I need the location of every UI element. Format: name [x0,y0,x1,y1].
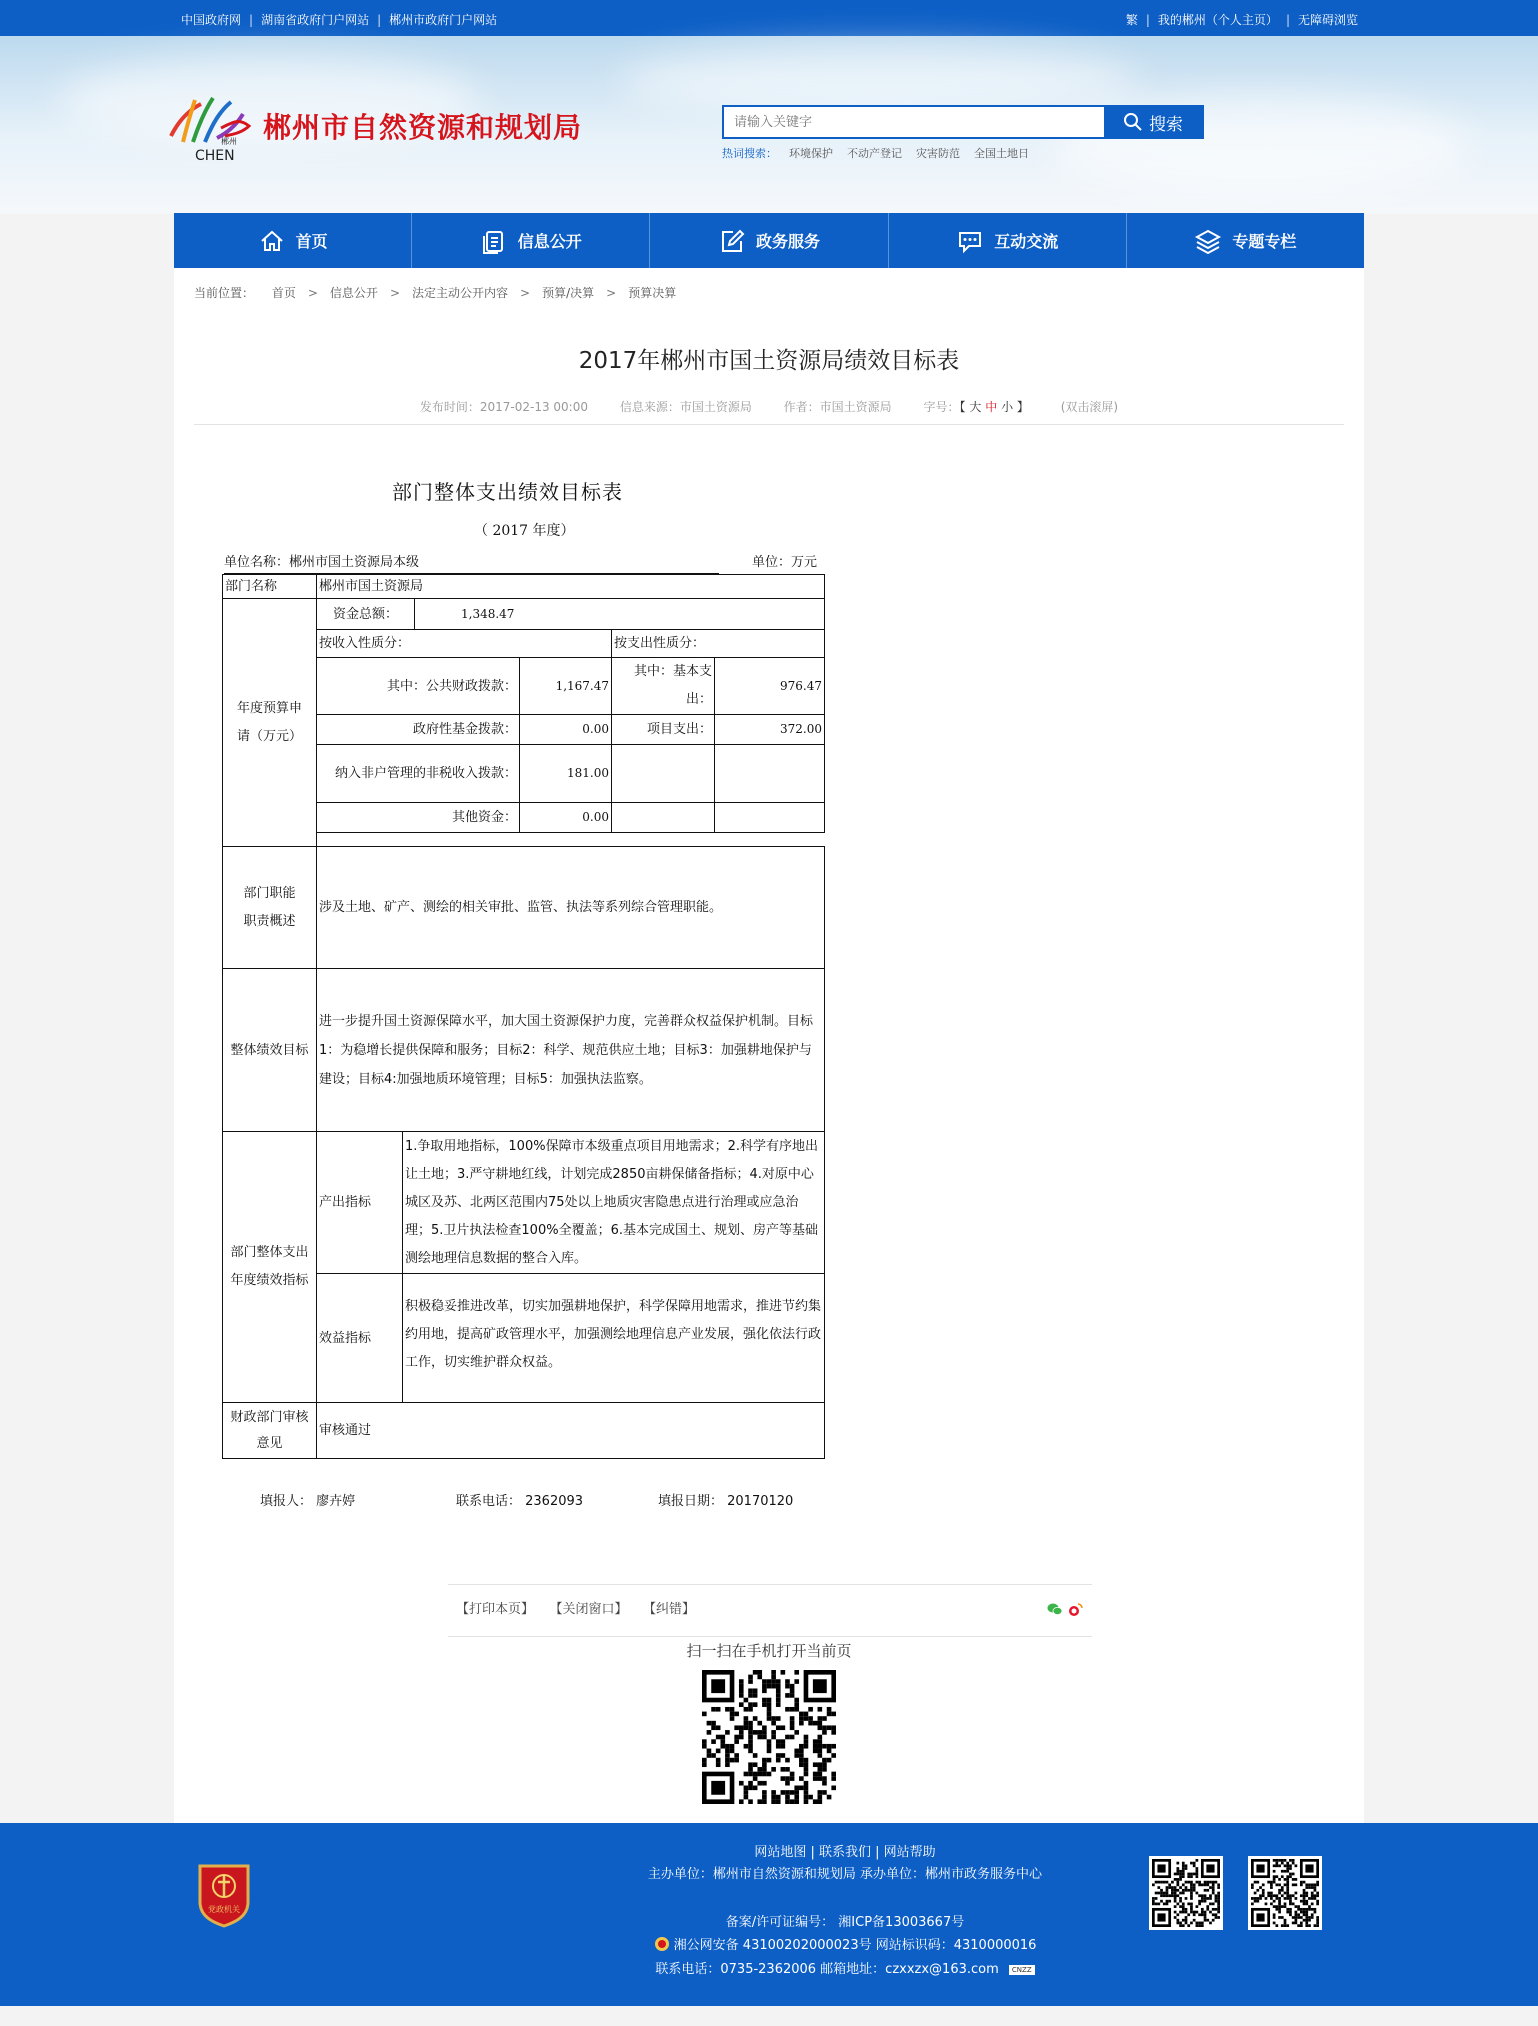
public-label: 其中：公共财政拨款： [386,678,517,694]
duty-value: 涉及土地、矿产、测绘的相关审批、监管、执法等系列综合管理职能。 [319,900,723,915]
other-label: 其他资金： [451,810,517,825]
article-meta [174,398,1364,415]
actions-divider [448,1584,1092,1585]
hot-keyword[interactable]: 环境保护 [789,147,833,160]
police-badge-icon [654,1936,670,1952]
dept-label-cell [222,574,317,599]
footer-police-text: 湘公网安备 43100202000023号 网站标识码：4310000016 [673,1938,1037,1953]
footer-links[interactable]: 网站地图 | 联系我们 | 网站帮助 [754,1845,936,1860]
total-label: 资金总额： [332,606,398,622]
accessible-link[interactable]: 无障碍浏览 [1297,13,1358,27]
budget-label-cell [222,598,317,847]
total-value: 1,348.47 [461,606,515,621]
project-label-cell [611,714,715,745]
search-button-label: 搜索 [1149,114,1183,135]
top-sep: | [249,13,254,27]
project-value-cell [714,714,825,745]
project-value: 372.00 [780,722,822,736]
breadcrumb-sep: > [606,286,617,300]
layers-icon [1194,227,1222,255]
badge-text: 党政机关 [208,1905,240,1914]
top-bar [0,0,1538,36]
breadcrumb-item[interactable]: 信息公开 [329,286,378,300]
expense-label-cell [611,629,825,658]
gov-fund-value-cell [519,714,612,745]
output-label-cell [316,1131,403,1274]
top-link-gov[interactable]: 中国政府网 [181,13,242,27]
empty-cell [714,744,825,803]
top-sep: | [1285,13,1290,27]
unit-label: 单位：万元 [752,555,818,570]
other-value-cell [519,802,612,833]
basic-value-cell [714,657,825,715]
review-label-cell [222,1402,317,1459]
public-label-cell [316,657,520,715]
benefit-value-cell [402,1273,825,1403]
search-icon [1123,112,1143,132]
goal-label-cell [222,968,317,1132]
publish-time: 发布时间：2017-02-13 00:00 [419,400,588,414]
font-bracket: 】 [1016,400,1029,414]
breadcrumb-sep: > [520,286,531,300]
nav-home[interactable] [174,213,412,268]
review-value: 审核通过 [319,1423,372,1438]
article-actions [456,1598,717,1617]
nav-label: 政务服务 [756,232,821,251]
footer-qr-code-1 [1149,1856,1223,1930]
nav-interaction[interactable] [889,213,1127,268]
fill-date: 填报日期： 20170120 [658,1494,794,1509]
logo-text: CHEN [195,148,235,164]
income-label: 按收入性质分： [319,636,411,651]
basic-value: 976.47 [780,678,822,693]
benefit-label: 效益指标 [319,1330,372,1346]
font-size-medium[interactable]: 中 [985,400,998,414]
actions-divider [448,1636,1092,1637]
total-value-cell [414,598,825,630]
footer-contact-text: 联系电话：0735-2362006 邮箱地址：czxxzx@163.com [655,1962,999,1977]
traditional-chinese-link[interactable]: 繁 [1125,13,1138,27]
basic-label: 其中：基本支出： [633,664,712,707]
top-sep: | [1145,13,1150,27]
duty-label: 部门职能职责概述 [243,885,296,929]
income-label-cell [316,629,612,658]
hot-keywords [722,145,1043,161]
wechat-icon[interactable] [1047,1601,1063,1617]
nav-info[interactable] [412,213,650,268]
author: 作者：市国土资源局 [783,400,892,414]
sign-row [260,1490,799,1509]
other-value: 0.00 [582,810,609,824]
output-value-cell [402,1131,825,1274]
article-title: 2017年郴州市国土资源局绩效目标表 [578,348,960,374]
footer-icp[interactable]: 备案/许可证编号： 湘ICP备13003667号 [725,1915,965,1930]
duty-value-cell [316,846,825,969]
nav-services[interactable] [650,213,888,268]
hot-keyword[interactable]: 灾害防范 [916,147,960,160]
benefit-value: 积极稳妥推进改革，切实加强耕地保护，科学保障用地需求，推进节约集约用地，提高矿政管理水平，加强测绘地理信息产业发展，强化依法行政工作，切实维护群众权益。 [405,1299,822,1370]
info-source: 信息来源：市国土资源局 [619,400,752,414]
nontax-value-cell [519,744,612,803]
duty-label-cell [222,846,317,969]
search-input[interactable] [724,107,1134,137]
project-label: 项目支出： [646,722,712,737]
font-size-label: 字号： [923,400,960,414]
hot-label: 热词搜索： [722,147,777,160]
party-gov-badge[interactable] [196,1862,252,1928]
nontax-label-cell [316,744,520,803]
hot-keyword[interactable]: 不动产登记 [847,147,902,160]
goal-value-cell [316,968,825,1132]
document-icon [480,227,508,255]
weibo-icon[interactable] [1067,1601,1083,1617]
expense-label: 按支出性质分： [614,636,706,651]
breadcrumb-item[interactable]: 法定主动公开内容 [412,286,509,300]
meta-divider [194,424,1344,425]
logo-cn: 郴州 [221,137,237,146]
cnzz-text: CNZZ [1011,1965,1032,1974]
nontax-label: 纳入非户管理的非税收入拨款： [334,765,517,781]
site-title[interactable]: 郴州市自然资源和规划局 [263,111,583,144]
indicator-label-cell [222,1131,317,1403]
my-chenzhou-link[interactable]: 我的郴州（个人主页） [1157,13,1278,27]
close-window-button[interactable]: 【关闭窗口】 [556,1602,628,1617]
empty-cell [714,802,825,833]
goal-label: 整体绩效目标 [230,1042,309,1058]
public-value-cell [519,657,612,715]
hot-keyword[interactable]: 全国土地日 [974,147,1029,160]
indicator-label: 部门整体支出年度绩效指标 [230,1245,309,1288]
review-value-cell [316,1402,825,1459]
edit-icon [718,227,746,255]
output-value: 1.争取用地指标，100%保障市本级重点项目用地需求；2.科学有序地出让土地；3.严守耕地红线，计划完成2850亩耕保储备指标；4.对原中心城区及苏、北两区范围内75处以上地质灾害隐患点进行治理或应急治理；5.卫片执法检查100%全覆盖；6.基本完成国土、规划、房产等基础测绘地理信息数据的整合入库。 [405,1138,818,1266]
breadcrumb-sep: > [389,286,400,300]
gov-fund-label-cell [316,714,520,745]
font-size-small[interactable]: 小 [1001,400,1014,414]
top-links [181,11,497,28]
dept-value: 郴州市国土资源局 [319,579,424,594]
doc-year: （ 2017 年度） [474,523,575,539]
empty-cell [611,802,715,833]
correct-button[interactable]: 【纠错】 [649,1602,696,1617]
review-label: 财政部门审核意见 [230,1409,309,1451]
qr-code-icon [1152,1859,1220,1927]
nav-label: 首页 [295,232,328,251]
font-size-big[interactable]: 大 [969,400,982,414]
breadcrumb-item[interactable]: 预算决算 [628,286,677,300]
footer-qr-code-2 [1248,1856,1322,1930]
breadcrumb-sep: > [307,286,318,300]
nontax-value: 181.00 [567,766,609,780]
dept-value-cell [316,574,825,599]
benefit-label-cell [316,1273,403,1403]
goal-value: 进一步提升国土资源保障水平，加大国土资源保护力度，完善群众权益保护机制。目标1：为稳增长提供保障和服务；目标2：科学、规范供应土地；目标3：加强耕地保护与建设；目标4:加强地质环境管理；目标5：加强执法监察。 [319,1013,814,1087]
nav-topics[interactable] [1127,213,1364,268]
share-buttons [1047,1601,1083,1617]
page-qr-code [702,1670,836,1804]
breadcrumb [194,284,676,301]
gov-fund-value: 0.00 [582,722,609,736]
double-click-scroll[interactable]: (双击滚屏) [1060,400,1119,414]
nav-label: 专题专栏 [1232,232,1297,251]
top-right-links [1126,11,1358,28]
dept-label: 部门名称 [225,579,278,594]
footer-contact [620,1960,1070,1980]
gov-fund-label: 政府性基金拨款： [412,722,517,737]
cnzz-badge[interactable] [1009,1965,1035,1975]
footer-host: 主办单位：郴州市自然资源和规划局 承办单位：郴州市政务服务中心 [647,1867,1043,1882]
main-nav [174,213,1364,268]
breadcrumb-label: 当前位置： [194,286,255,300]
breadcrumb-item[interactable]: 预算/决算 [542,286,595,300]
budget-label: 年度预算申请（万元） [236,700,302,744]
doc-title: 部门整体支出绩效目标表 [392,480,623,504]
empty-cell [611,744,715,803]
search-button[interactable] [1104,107,1202,137]
search-box [722,105,1204,139]
font-size-control [924,400,1029,414]
print-button[interactable]: 【打印本页】 [456,1602,535,1617]
filler-phone: 联系电话： 2362093 [456,1494,584,1509]
other-label-cell [316,802,520,833]
bottom-spacer [0,2006,1538,2026]
breadcrumb-item[interactable]: 首页 [271,286,296,300]
qr-code-icon [1251,1859,1319,1927]
chat-icon [956,227,984,255]
public-value: 1,167.47 [555,678,609,693]
output-label: 产出指标 [319,1195,372,1210]
nav-label: 信息公开 [517,232,582,251]
basic-label-cell [611,657,715,715]
home-icon [258,227,286,255]
top-link-hunan[interactable]: 湖南省政府门户网站 [261,13,370,27]
main-content [174,268,1364,1823]
font-bracket: 【 [959,400,966,414]
site-logo[interactable] [165,92,255,164]
top-link-chenzhou[interactable]: 郴州市政府门户网站 [389,13,498,27]
filler: 填报人： 廖卉婷 [260,1494,356,1509]
top-sep: | [377,13,382,27]
unit-name: 单位名称：郴州市国土资源局本级 [224,555,420,570]
scan-text: 扫一扫在手机打开当前页 [686,1642,852,1660]
total-label-cell [316,598,415,630]
footer-police [620,1936,1070,1956]
nav-label: 互动交流 [994,232,1059,251]
